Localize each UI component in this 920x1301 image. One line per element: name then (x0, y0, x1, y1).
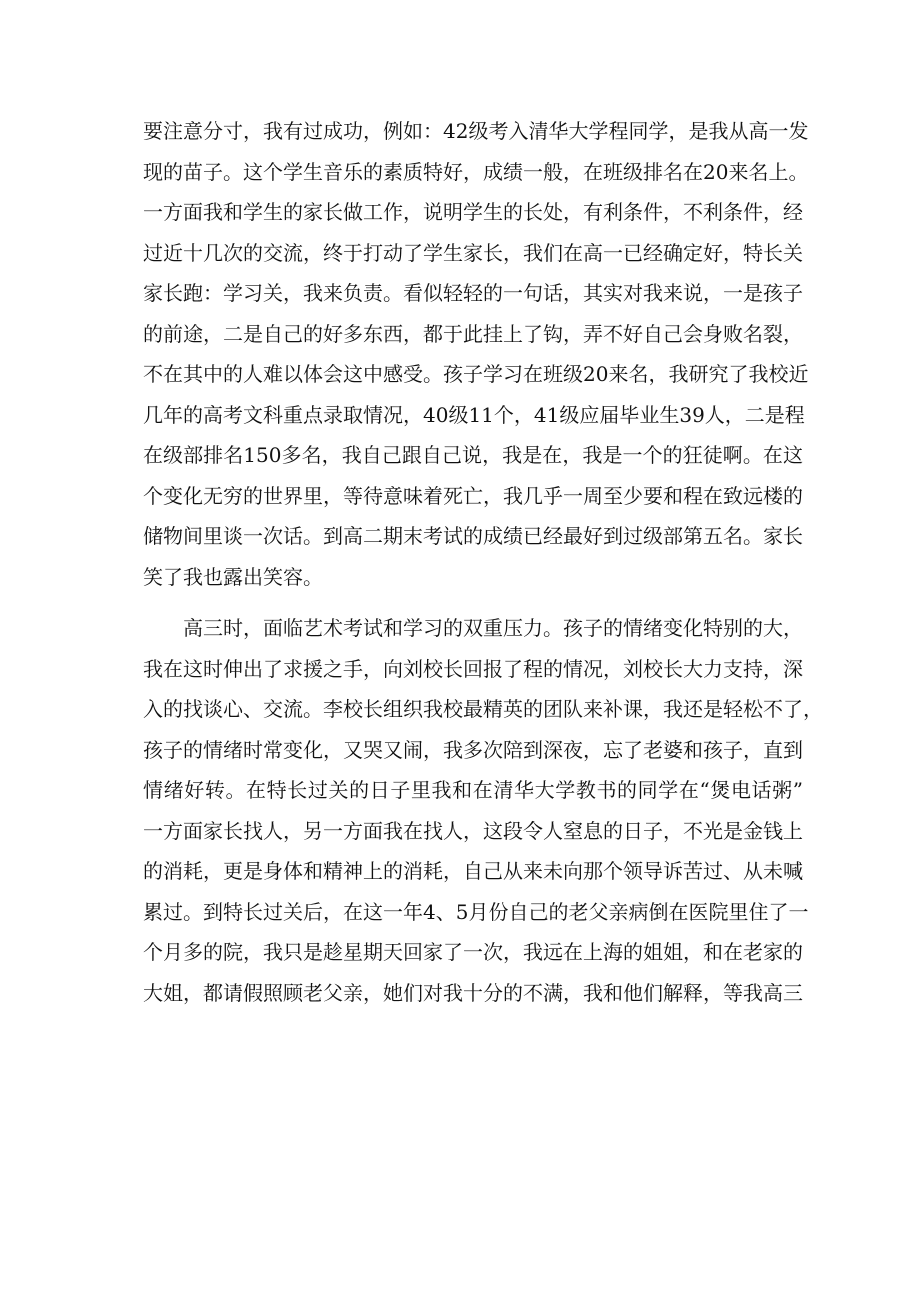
document-body (143, 111, 823, 1013)
paragraph-spacing (143, 597, 803, 608)
text-line: 情绪好转。在特长过关的日子里我和在清华大学教书的同学在“煲电话粥” (143, 778, 803, 802)
text-line: 个变化无穷的世界里，等待意味着死亡，我几乎一周至少要和程在致远楼的 (143, 483, 803, 508)
text-line: 在级部排名150多名，我自己跟自己说，我是在，我是一个的狂徒啊。在这 (143, 443, 803, 467)
text-line: 我在这时伸出了求援之手，向刘校长回报了程的情况，刘校长大力支持，深 (143, 656, 803, 681)
text-line: 储物间里谈一次话。到高二期末考试的成绩已经最好到过级部第五名。家长 (143, 524, 803, 548)
text-line: 几年的高考文科重点录取情况，40级11个，41级应届毕业生39人，二是程 (143, 402, 805, 427)
text-line: 累过。到特长过关后，在这一年4、5月份自己的老父亲病倒在医院里住了一 (143, 899, 809, 924)
text-line: 一方面家长找人，另一方面我在找人，这段令人窒息的日子，不光是金钱上 (143, 818, 803, 843)
paragraph-2 (143, 608, 823, 1013)
text-line: 笑了我也露出笑容。 (143, 564, 323, 589)
text-line: 大姐，都请假照顾老父亲，她们对我十分的不满，我和他们解释，等我高三 (143, 980, 803, 1005)
text-line: 家长跑：学习关，我来负责。看似轻轻的一句话，其实对我来说，一是孩子 (143, 281, 803, 305)
text-line: 高三时，面临艺术考试和学习的双重压力。孩子的情绪变化特别的大， (183, 616, 803, 640)
text-line: 过近十几次的交流，终于打动了学生家长，我们在高一已经确定好，特长关 (143, 240, 803, 265)
text-line: 孩子的情绪时常变化，又哭又闹，我多次陪到深夜，忘了老婆和孩子，直到 (143, 737, 803, 762)
text-line: 的前途，二是自己的好多东西，都于此挂上了钩，弄不好自己会身败名裂， (143, 321, 803, 346)
text-line: 不在其中的人难以体会这中感受。孩子学习在班级20来名，我研究了我校近 (143, 362, 809, 386)
text-line: 入的找谈心、交流。李校长组织我校最精英的团队来补课，我还是轻松不了， (143, 697, 823, 721)
text-line: 要注意分寸，我有过成功，例如：42级考入清华大学程同学，是我从高一发 (143, 119, 809, 143)
text-line: 个月多的院，我只是趁星期天回家了一次，我远在上海的姐姐，和在老家的 (143, 940, 803, 964)
text-line: 的消耗，更是身体和精神上的消耗，自己从来未向那个领导诉苦过、从未喊 (143, 859, 803, 883)
text-line: 一方面我和学生的家长做工作，说明学生的长处，有利条件，不利条件，经 (143, 200, 803, 224)
paragraph-1 (143, 111, 809, 597)
text-line: 现的苗子。这个学生音乐的素质特好，成绩一般，在班级排名在20来名上。 (143, 159, 809, 184)
